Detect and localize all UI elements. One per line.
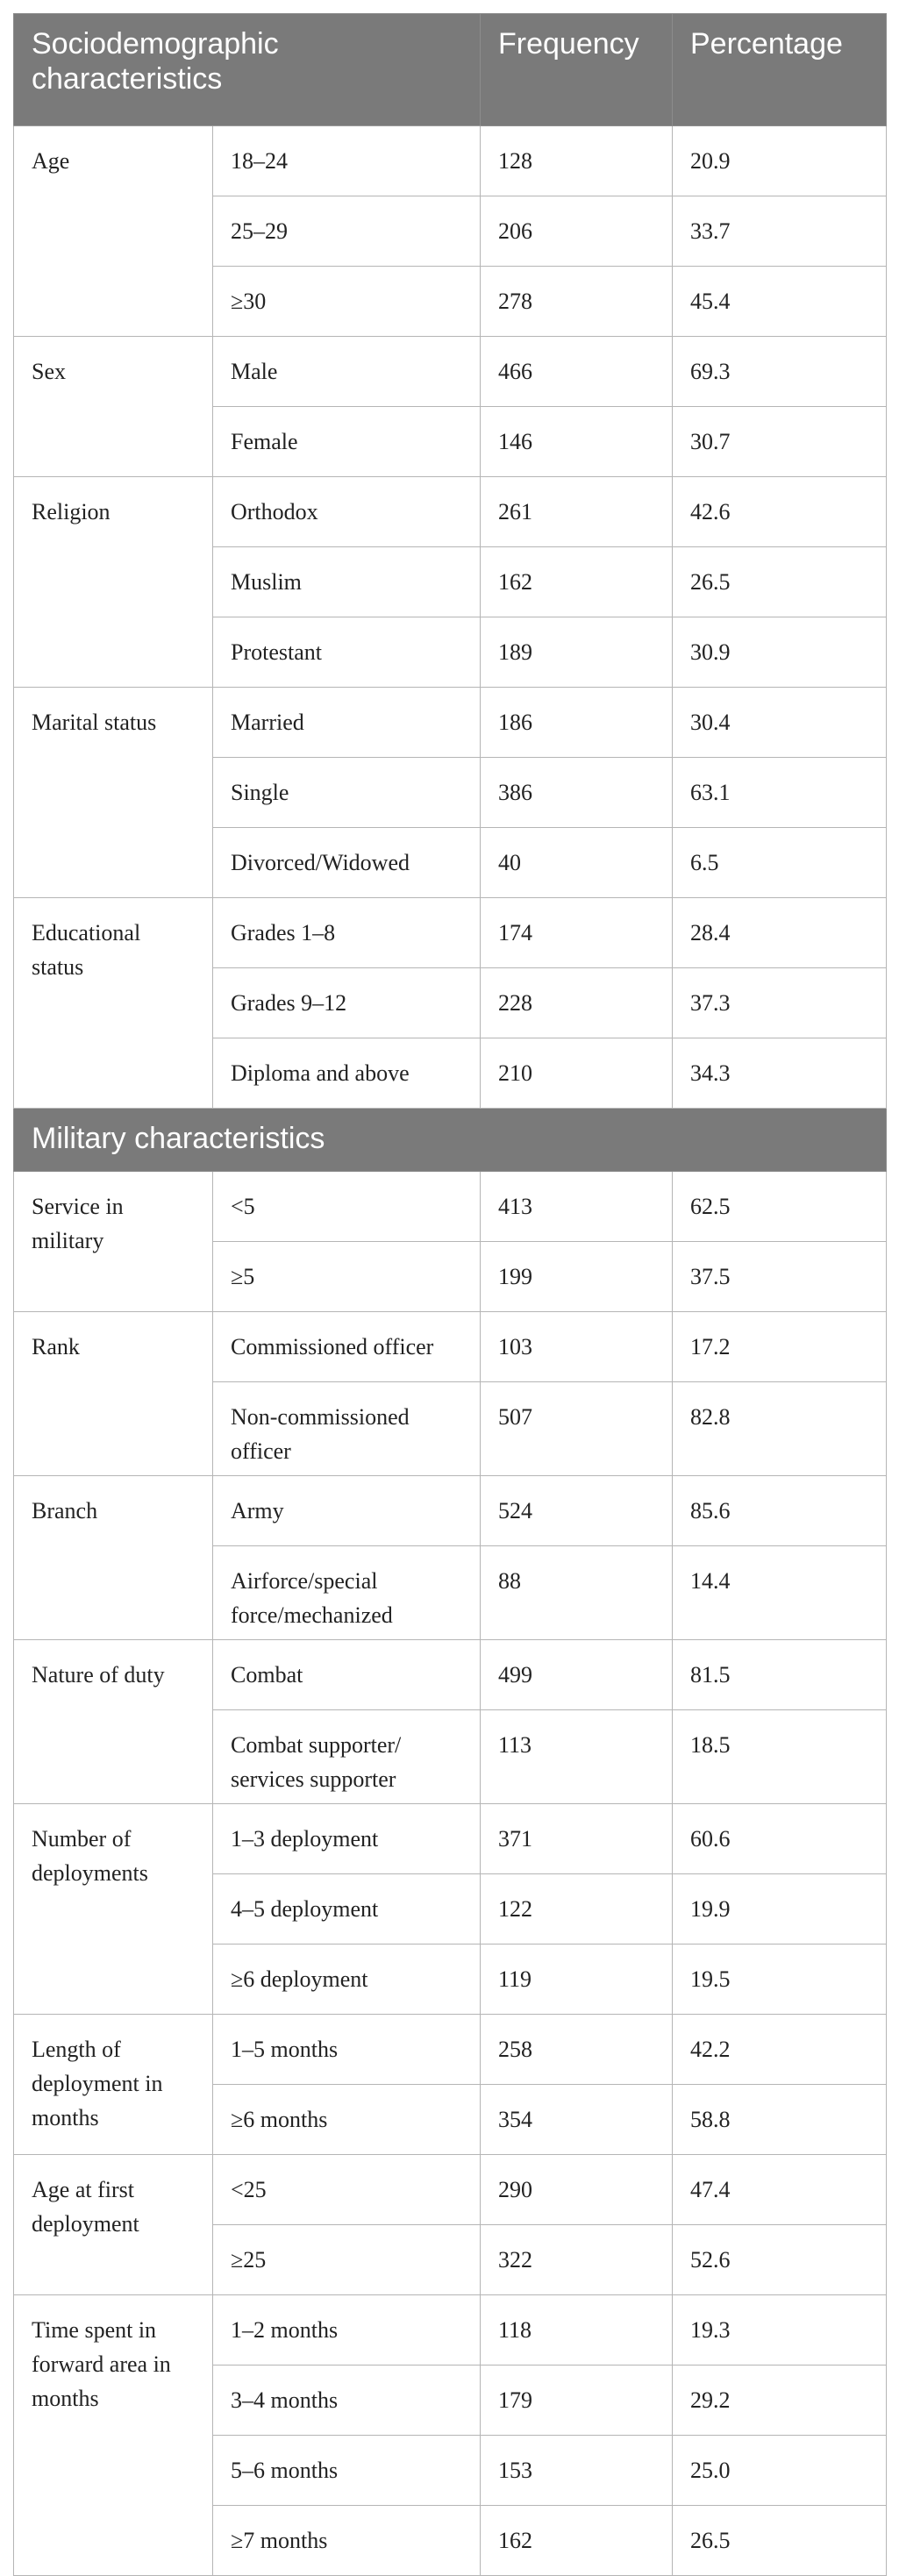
group-label: Service in military [14, 1172, 213, 1312]
frequency-cell: 278 [481, 267, 673, 337]
header-frequency: Frequency [481, 14, 673, 126]
frequency-cell: 186 [481, 688, 673, 758]
percentage-cell: 14.4 [673, 1546, 887, 1640]
frequency-cell: 103 [481, 1312, 673, 1382]
category-cell: Grades 9–12 [213, 968, 481, 1038]
header-percentage: Percentage [673, 14, 887, 126]
category-cell: Married [213, 688, 481, 758]
percentage-cell: 6.5 [673, 828, 887, 898]
group-label: Age at first deployment [14, 2155, 213, 2295]
frequency-cell: 40 [481, 828, 673, 898]
category-cell: <5 [213, 1172, 481, 1242]
table-row [14, 2295, 887, 2365]
percentage-cell: 34.3 [673, 1038, 887, 1109]
table-row [14, 1640, 887, 1710]
frequency-cell: 113 [481, 1710, 673, 1804]
category-cell: ≥6 deployment [213, 1944, 481, 2015]
group-label: Age [14, 126, 213, 337]
frequency-cell: 386 [481, 758, 673, 828]
percentage-cell: 25.0 [673, 2436, 887, 2506]
percentage-cell: 85.6 [673, 1476, 887, 1546]
percentage-cell: 26.5 [673, 2506, 887, 2576]
percentage-cell: 60.6 [673, 1804, 887, 1874]
section-row [14, 1109, 887, 1172]
frequency-cell: 189 [481, 617, 673, 688]
frequency-cell: 507 [481, 1382, 673, 1476]
category-cell: Divorced/Widowed [213, 828, 481, 898]
percentage-cell: 19.3 [673, 2295, 887, 2365]
percentage-cell: 30.4 [673, 688, 887, 758]
percentage-cell: 63.1 [673, 758, 887, 828]
table-row [14, 1476, 887, 1546]
frequency-cell: 499 [481, 1640, 673, 1710]
frequency-cell: 174 [481, 898, 673, 968]
group-label: Length of deployment in months [14, 2015, 213, 2155]
frequency-cell: 153 [481, 2436, 673, 2506]
frequency-cell: 88 [481, 1546, 673, 1640]
frequency-cell: 371 [481, 1804, 673, 1874]
percentage-cell: 29.2 [673, 2365, 887, 2436]
percentage-cell: 30.9 [673, 617, 887, 688]
category-cell: Female [213, 407, 481, 477]
group-label: Marital status [14, 688, 213, 898]
frequency-cell: 199 [481, 1242, 673, 1312]
category-cell: Combat supporter/ services supporter [213, 1710, 481, 1804]
header-row [14, 14, 887, 126]
category-cell: Non-commissioned officer [213, 1382, 481, 1476]
percentage-cell: 18.5 [673, 1710, 887, 1804]
percentage-cell: 28.4 [673, 898, 887, 968]
percentage-cell: 19.9 [673, 1874, 887, 1944]
percentage-cell: 62.5 [673, 1172, 887, 1242]
frequency-cell: 261 [481, 477, 673, 547]
frequency-cell: 162 [481, 547, 673, 617]
percentage-cell: 82.8 [673, 1382, 887, 1476]
group-label: Sex [14, 337, 213, 477]
table-row [14, 898, 887, 968]
category-cell: 1–5 months [213, 2015, 481, 2085]
percentage-cell: 17.2 [673, 1312, 887, 1382]
group-label: Number of deployments [14, 1804, 213, 2015]
frequency-cell: 210 [481, 1038, 673, 1109]
table-header [14, 14, 887, 126]
frequency-cell: 524 [481, 1476, 673, 1546]
percentage-cell: 47.4 [673, 2155, 887, 2225]
frequency-cell: 354 [481, 2085, 673, 2155]
frequency-cell: 228 [481, 968, 673, 1038]
percentage-cell: 58.8 [673, 2085, 887, 2155]
percentage-cell: 19.5 [673, 1944, 887, 2015]
category-cell: 25–29 [213, 196, 481, 267]
category-cell: ≥7 months [213, 2506, 481, 2576]
table-body [14, 126, 887, 2576]
table-row [14, 1312, 887, 1382]
group-label: Time spent in forward area in months [14, 2295, 213, 2576]
table-row [14, 337, 887, 407]
percentage-cell: 42.6 [673, 477, 887, 547]
table-row [14, 688, 887, 758]
frequency-cell: 146 [481, 407, 673, 477]
table-row [14, 1804, 887, 1874]
section-title: Military characteristics [14, 1109, 887, 1172]
group-label: Branch [14, 1476, 213, 1640]
percentage-cell: 37.3 [673, 968, 887, 1038]
group-label: Educational status [14, 898, 213, 1109]
category-cell: Airforce/special force/mechanized [213, 1546, 481, 1640]
frequency-cell: 258 [481, 2015, 673, 2085]
category-cell: 5–6 months [213, 2436, 481, 2506]
frequency-cell: 118 [481, 2295, 673, 2365]
category-cell: ≥5 [213, 1242, 481, 1312]
frequency-cell: 290 [481, 2155, 673, 2225]
frequency-cell: 162 [481, 2506, 673, 2576]
category-cell: ≥25 [213, 2225, 481, 2295]
table-row [14, 1172, 887, 1242]
category-cell: <25 [213, 2155, 481, 2225]
category-cell: Male [213, 337, 481, 407]
group-label: Nature of duty [14, 1640, 213, 1804]
percentage-cell: 20.9 [673, 126, 887, 196]
header-characteristics: Sociodemographic characteristics [14, 14, 481, 126]
table-row [14, 126, 887, 196]
characteristics-table [13, 13, 887, 2576]
percentage-cell: 42.2 [673, 2015, 887, 2085]
frequency-cell: 122 [481, 1874, 673, 1944]
frequency-cell: 119 [481, 1944, 673, 2015]
percentage-cell: 30.7 [673, 407, 887, 477]
category-cell: Grades 1–8 [213, 898, 481, 968]
category-cell: Commissioned officer [213, 1312, 481, 1382]
percentage-cell: 45.4 [673, 267, 887, 337]
category-cell: Diploma and above [213, 1038, 481, 1109]
table-row [14, 477, 887, 547]
category-cell: Single [213, 758, 481, 828]
category-cell: Army [213, 1476, 481, 1546]
category-cell: 3–4 months [213, 2365, 481, 2436]
percentage-cell: 69.3 [673, 337, 887, 407]
category-cell: ≥6 months [213, 2085, 481, 2155]
frequency-cell: 128 [481, 126, 673, 196]
category-cell: 1–3 deployment [213, 1804, 481, 1874]
category-cell: Protestant [213, 617, 481, 688]
category-cell: ≥30 [213, 267, 481, 337]
frequency-cell: 206 [481, 196, 673, 267]
table-row [14, 2155, 887, 2225]
frequency-cell: 179 [481, 2365, 673, 2436]
percentage-cell: 52.6 [673, 2225, 887, 2295]
category-cell: Muslim [213, 547, 481, 617]
percentage-cell: 37.5 [673, 1242, 887, 1312]
category-cell: 1–2 months [213, 2295, 481, 2365]
percentage-cell: 33.7 [673, 196, 887, 267]
group-label: Religion [14, 477, 213, 688]
table-row [14, 2015, 887, 2085]
category-cell: Orthodox [213, 477, 481, 547]
category-cell: Combat [213, 1640, 481, 1710]
frequency-cell: 322 [481, 2225, 673, 2295]
frequency-cell: 413 [481, 1172, 673, 1242]
percentage-cell: 81.5 [673, 1640, 887, 1710]
category-cell: 4–5 deployment [213, 1874, 481, 1944]
percentage-cell: 26.5 [673, 547, 887, 617]
group-label: Rank [14, 1312, 213, 1476]
category-cell: 18–24 [213, 126, 481, 196]
frequency-cell: 466 [481, 337, 673, 407]
